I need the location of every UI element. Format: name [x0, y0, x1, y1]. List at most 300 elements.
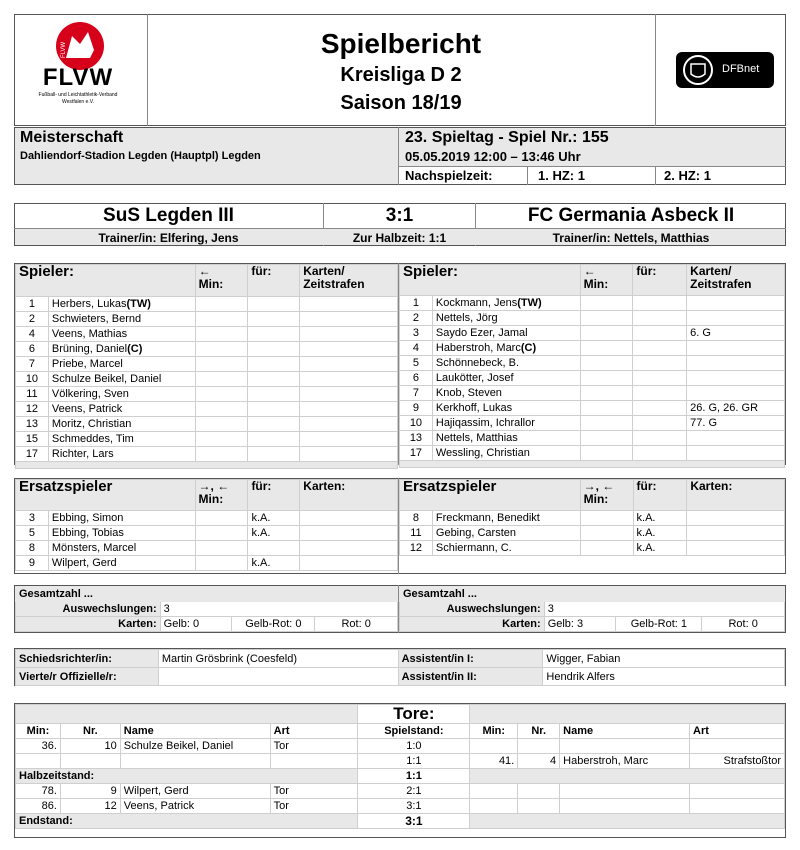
away-player-role: (C) — [520, 342, 537, 354]
away-player-cards — [687, 371, 785, 386]
away-sub-number: 12 — [400, 541, 433, 556]
home-subs-header: Ersatzspieler — [19, 479, 113, 495]
goals-final-score: 3:1 — [358, 814, 470, 829]
away-lineup-table — [399, 264, 785, 468]
goal-row — [16, 799, 785, 814]
away-player-name: Kerkhoff, Lukas — [435, 402, 513, 414]
home-player-name: Herbers, Lukas — [51, 298, 127, 310]
goals-score-header: Spielstand: — [358, 724, 470, 739]
away-yellowred-count: Gelb-Rot: 1 — [616, 617, 702, 632]
goal-running-score: 1:1 — [358, 754, 470, 769]
home-players-spacer — [16, 462, 398, 469]
home-player-sub-min — [195, 402, 248, 417]
home-goal-scorer: Veens, Patrick — [120, 799, 270, 814]
home-sub-number: 3 — [16, 511, 49, 526]
home-subs-count-label: Auswechslungen: — [16, 602, 161, 617]
away-player-cards — [687, 341, 785, 356]
home-player-sub-min — [195, 417, 248, 432]
away-subs-fuer-header: für: — [636, 479, 657, 493]
home-player-name-cell — [48, 402, 195, 417]
away-goal-minute — [470, 799, 518, 814]
goal-running-score: 3:1 — [358, 799, 470, 814]
home-sub-row — [16, 541, 398, 556]
away-player-name-cell — [432, 341, 580, 356]
home-players-header: Spieler: — [19, 264, 75, 280]
home-player-sub-for — [248, 357, 300, 372]
home-player-row — [16, 417, 398, 432]
away-subs-min-header: Min: — [583, 492, 609, 506]
home-sub-row — [16, 511, 398, 526]
away-goal-type — [690, 739, 785, 754]
away-player-number: 7 — [400, 386, 433, 401]
goal-running-score: 2:1 — [358, 784, 470, 799]
goals-home-nr-header: Nr. — [60, 724, 120, 739]
away-totals-label: Gesamtzahl ... — [400, 587, 785, 602]
away-player-name: Saydo Ezer, Jamal — [435, 327, 528, 339]
home-sub-name: Ebbing, Tobias — [48, 526, 195, 541]
away-sub-for: k.A. — [633, 541, 687, 556]
away-player-name-cell — [432, 416, 580, 431]
away-player-number: 9 — [400, 401, 433, 416]
away-sub-name: Gebing, Carsten — [432, 526, 580, 541]
home-player-number: 11 — [16, 387, 49, 402]
home-trainer: Trainer/in: Elfering, Jens — [98, 231, 239, 245]
away-player-row — [400, 326, 785, 341]
away-goal-number — [518, 739, 560, 754]
away-player-sub-min — [580, 416, 633, 431]
away-player-name-cell — [432, 386, 580, 401]
home-player-cards — [300, 402, 398, 417]
away-player-name: Wessling, Christian — [435, 447, 530, 459]
away-sub-cards — [687, 511, 785, 526]
away-player-sub-min — [580, 371, 633, 386]
dfbnet-logo — [676, 52, 774, 88]
home-arrow-header: ← — [198, 264, 211, 278]
extra-time-first-half: 1. HZ: 1 — [538, 168, 585, 183]
extra-time-second-half: 2. HZ: 1 — [664, 168, 711, 183]
home-player-cards — [300, 357, 398, 372]
away-sub-min — [580, 541, 633, 556]
goals-away-art-header: Art — [690, 724, 785, 739]
away-goal-scorer — [560, 739, 690, 754]
home-player-name-cell — [48, 357, 195, 372]
home-player-row — [16, 447, 398, 462]
home-player-row — [16, 432, 398, 447]
goals-title: Tore: — [358, 705, 470, 724]
away-goal-minute — [470, 739, 518, 754]
away-player-name-cell — [432, 311, 580, 326]
officials-table — [15, 649, 785, 686]
home-player-number: 6 — [16, 342, 49, 357]
away-players-spacer — [400, 461, 785, 468]
goals-home-name-header: Name — [120, 724, 270, 739]
away-sub-min — [580, 511, 633, 526]
away-sub-name: Schiermann, C. — [432, 541, 580, 556]
away-player-sub-for — [633, 296, 687, 311]
home-sub-row — [16, 526, 398, 541]
home-sub-row — [16, 556, 398, 571]
away-player-sub-min — [580, 341, 633, 356]
away-player-number: 5 — [400, 356, 433, 371]
away-sub-min — [580, 526, 633, 541]
away-players-header: Spieler: — [403, 264, 459, 280]
away-player-sub-min — [580, 356, 633, 371]
home-goal-minute: 86. — [16, 799, 61, 814]
away-subs-count-label: Auswechslungen: — [400, 602, 545, 617]
home-player-name: Schulze Beikel, Daniel — [51, 373, 162, 385]
home-player-cards — [300, 297, 398, 312]
assistant1-label: Assistent/in I: — [398, 650, 543, 668]
home-player-sub-for — [248, 372, 300, 387]
home-player-number: 7 — [16, 357, 49, 372]
final-score: 3:1 — [385, 205, 414, 226]
home-sub-number: 8 — [16, 541, 49, 556]
home-player-row — [16, 372, 398, 387]
home-subs-table — [15, 479, 398, 571]
home-player-number: 2 — [16, 312, 49, 327]
away-player-number: 6 — [400, 371, 433, 386]
home-player-name: Veens, Patrick — [51, 403, 123, 415]
home-subs-min-header: Min: — [198, 492, 224, 506]
away-subs-arrows-header: →, ← — [583, 479, 615, 493]
away-player-row — [400, 296, 785, 311]
away-player-cards — [687, 356, 785, 371]
away-player-cards: 6. G — [687, 326, 785, 341]
home-subs-arrows-header: →, ← — [198, 479, 230, 493]
home-player-sub-min — [195, 342, 248, 357]
goals-table — [15, 704, 785, 829]
goals-halftime-score: 1:1 — [358, 769, 470, 784]
away-player-sub-for — [633, 416, 687, 431]
away-goal-number — [518, 799, 560, 814]
home-player-number: 10 — [16, 372, 49, 387]
svg-text:FLVW: FLVW — [61, 41, 67, 58]
league-name: Kreisliga D 2 — [340, 64, 462, 86]
away-player-name: Nettels, Matthias — [435, 432, 518, 444]
away-cards-header-2: Zeitstrafen — [690, 277, 752, 291]
home-sub-name: Wilpert, Gerd — [48, 556, 195, 571]
home-player-name-cell — [48, 312, 195, 327]
away-player-cards — [687, 311, 785, 326]
flvw-subtitle-1: Fußball- und Leichtathletik-Verband — [38, 92, 118, 98]
assistant1-name: Wigger, Fabian — [543, 650, 785, 668]
home-player-sub-for — [248, 312, 300, 327]
away-player-cards — [687, 446, 785, 461]
home-yellow-count: Gelb: 0 — [160, 617, 232, 632]
away-player-number: 17 — [400, 446, 433, 461]
home-player-sub-for — [248, 402, 300, 417]
home-goal-minute: 78. — [16, 784, 61, 799]
home-sub-min — [195, 526, 248, 541]
away-player-row — [400, 431, 785, 446]
home-team-name: SuS Legden III — [103, 205, 234, 226]
away-goal-type — [690, 799, 785, 814]
home-player-sub-min — [195, 312, 248, 327]
home-player-name-cell — [48, 387, 195, 402]
fourth-official-label: Vierte/r Offizielle/r: — [16, 668, 159, 686]
home-player-name: Brüning, Daniel — [51, 343, 128, 355]
away-player-sub-for — [633, 431, 687, 446]
away-cards-header-1: Karten/ — [690, 264, 732, 278]
home-player-row — [16, 402, 398, 417]
home-fuer-header: für: — [251, 264, 272, 278]
away-player-name: Hajiqassim, Ichrallor — [435, 417, 535, 429]
referee-label: Schiedsrichter/in: — [16, 650, 159, 668]
home-goal-type — [270, 754, 358, 769]
home-player-row — [16, 342, 398, 357]
home-player-number: 12 — [16, 402, 49, 417]
away-player-cards — [687, 386, 785, 401]
home-goal-scorer: Wilpert, Gerd — [120, 784, 270, 799]
fourth-official-name — [158, 668, 398, 686]
home-player-cards — [300, 327, 398, 342]
away-subs-table — [399, 479, 785, 556]
home-player-sub-for — [248, 297, 300, 312]
home-player-sub-for — [248, 342, 300, 357]
away-fuer-header: für: — [636, 264, 657, 278]
flvw-logo-text: FLVW — [42, 64, 114, 91]
home-goal-minute: 36. — [16, 739, 61, 754]
goals-away-min-header: Min: — [470, 724, 518, 739]
away-player-number: 2 — [400, 311, 433, 326]
home-sub-name: Ebbing, Simon — [48, 511, 195, 526]
away-player-name: Haberstroh, Marc — [435, 342, 521, 354]
away-sub-name: Freckmann, Benedikt — [432, 511, 580, 526]
home-player-name-cell — [48, 342, 195, 357]
home-player-name: Richter, Lars — [51, 448, 114, 460]
page-title: Spielbericht — [320, 28, 482, 59]
home-player-sub-min — [195, 327, 248, 342]
away-subs-count: 3 — [544, 602, 784, 617]
away-goal-number: 4 — [518, 754, 560, 769]
home-lineup-table — [15, 264, 398, 469]
assistant2-label: Assistent/in II: — [398, 668, 543, 686]
halftime-label: Halbzeitstand: — [16, 769, 358, 784]
away-player-row — [400, 371, 785, 386]
away-goal-scorer: Haberstroh, Marc — [560, 754, 690, 769]
home-goal-type: Tor — [270, 799, 358, 814]
away-player-name-cell — [432, 296, 580, 311]
home-sub-for: k.A. — [248, 526, 300, 541]
away-player-sub-min — [580, 311, 633, 326]
home-sub-number: 9 — [16, 556, 49, 571]
away-player-sub-for — [633, 401, 687, 416]
away-sub-for: k.A. — [633, 511, 687, 526]
flvw-subtitle-2: Westfalen e.V. — [62, 99, 94, 105]
home-player-cards — [300, 417, 398, 432]
home-cards-header-2: Zeitstrafen — [303, 277, 365, 291]
home-player-cards — [300, 432, 398, 447]
assistant2-name: Hendrik Alfers — [543, 668, 785, 686]
away-subs-cards-header: Karten: — [690, 479, 733, 493]
goals-home-min-header: Min: — [16, 724, 61, 739]
home-player-row — [16, 327, 398, 342]
away-player-name: Knob, Steven — [435, 387, 502, 399]
home-player-role: (C) — [127, 343, 143, 355]
away-sub-row — [400, 541, 785, 556]
home-player-sub-for — [248, 417, 300, 432]
away-goal-scorer — [560, 799, 690, 814]
away-player-cards: 77. G — [687, 416, 785, 431]
away-team-name: FC Germania Asbeck II — [527, 205, 735, 226]
away-player-name-cell — [432, 446, 580, 461]
goal-row — [16, 754, 785, 769]
home-red-count: Rot: 0 — [315, 617, 398, 632]
home-yellowred-count: Gelb-Rot: 0 — [232, 617, 315, 632]
dfb-emblem-icon — [680, 52, 716, 88]
away-player-sub-for — [633, 341, 687, 356]
away-player-name: Laukötter, Josef — [435, 372, 514, 384]
away-goal-type — [690, 784, 785, 799]
goals-away-name-header: Name — [560, 724, 690, 739]
home-player-name-cell — [48, 297, 195, 312]
away-player-cards: 26. G, 26. GR — [687, 401, 785, 416]
home-subs-fuer-header: für: — [251, 479, 272, 493]
away-player-name-cell — [432, 371, 580, 386]
away-player-sub-min — [580, 446, 633, 461]
away-sub-row — [400, 526, 785, 541]
away-player-row — [400, 341, 785, 356]
away-cards-label: Karten: — [400, 617, 545, 632]
away-goal-minute: 41. — [470, 754, 518, 769]
home-sub-number: 5 — [16, 526, 49, 541]
home-player-role: (TW) — [126, 298, 151, 310]
away-sub-for: k.A. — [633, 526, 687, 541]
home-goal-type: Tor — [270, 739, 358, 754]
away-player-name: Schönnebeck, B. — [435, 357, 520, 369]
home-subs-cards-header: Karten: — [303, 479, 346, 493]
away-player-row — [400, 401, 785, 416]
home-player-name: Priebe, Marcel — [51, 358, 123, 370]
home-sub-name: Mönsters, Marcel — [48, 541, 195, 556]
away-goal-scorer — [560, 784, 690, 799]
away-goal-number — [518, 784, 560, 799]
away-player-name-cell — [432, 356, 580, 371]
home-sub-for — [248, 541, 300, 556]
home-player-sub-min — [195, 447, 248, 462]
home-player-sub-min — [195, 297, 248, 312]
home-player-cards — [300, 387, 398, 402]
away-player-row — [400, 386, 785, 401]
away-player-sub-min — [580, 296, 633, 311]
home-goal-type: Tor — [270, 784, 358, 799]
season-name: Saison 18/19 — [340, 92, 462, 114]
away-min-header: Min: — [583, 277, 609, 291]
home-sub-cards — [300, 541, 398, 556]
home-player-sub-for — [248, 327, 300, 342]
away-player-role: (TW) — [517, 297, 542, 309]
away-player-number: 4 — [400, 341, 433, 356]
home-player-sub-for — [248, 447, 300, 462]
away-player-name-cell — [432, 431, 580, 446]
home-player-name: Veens, Mathias — [51, 328, 128, 340]
home-player-row — [16, 312, 398, 327]
home-player-name-cell — [48, 372, 195, 387]
home-player-row — [16, 297, 398, 312]
matchday: 23. Spieltag - Spiel Nr.: 155 — [405, 129, 609, 146]
home-player-name-cell — [48, 447, 195, 462]
home-player-cards — [300, 312, 398, 327]
home-player-number: 1 — [16, 297, 49, 312]
home-cards-header-1: Karten/ — [303, 264, 345, 278]
home-goal-scorer — [120, 754, 270, 769]
referee-name: Martin Grösbrink (Coesfeld) — [158, 650, 398, 668]
home-player-sub-min — [195, 387, 248, 402]
away-player-sub-min — [580, 431, 633, 446]
away-trainer: Trainer/in: Nettels, Matthias — [552, 231, 710, 245]
home-sub-min — [195, 511, 248, 526]
away-player-sub-min — [580, 326, 633, 341]
away-player-row — [400, 311, 785, 326]
halftime-score: Zur Halbzeit: 1:1 — [352, 231, 447, 245]
home-goal-scorer: Schulze Beikel, Daniel — [120, 739, 270, 754]
away-player-sub-for — [633, 371, 687, 386]
home-sub-cards — [300, 526, 398, 541]
dfbnet-label: DFBnet — [722, 63, 760, 75]
home-player-row — [16, 387, 398, 402]
away-player-sub-for — [633, 311, 687, 326]
away-sub-cards — [687, 541, 785, 556]
home-goal-number: 10 — [60, 739, 120, 754]
away-player-name: Kockmann, Jens — [435, 297, 518, 309]
goal-row — [16, 784, 785, 799]
home-player-row — [16, 357, 398, 372]
extra-time-label: Nachspielzeit: — [405, 168, 493, 183]
away-player-row — [400, 446, 785, 461]
away-player-name-cell — [432, 401, 580, 416]
away-arrow-header: ← — [583, 264, 596, 278]
away-red-count: Rot: 0 — [702, 617, 785, 632]
away-player-name: Nettels, Jörg — [435, 312, 498, 324]
goal-row — [16, 739, 785, 754]
home-goal-number — [60, 754, 120, 769]
away-player-sub-for — [633, 356, 687, 371]
away-goal-type: Strafstoßtor — [690, 754, 785, 769]
home-goal-number: 12 — [60, 799, 120, 814]
home-player-number: 15 — [16, 432, 49, 447]
home-subs-count: 3 — [160, 602, 397, 617]
home-player-name-cell — [48, 432, 195, 447]
goal-running-score: 1:0 — [358, 739, 470, 754]
home-player-name-cell — [48, 417, 195, 432]
home-player-cards — [300, 372, 398, 387]
away-goal-minute — [470, 784, 518, 799]
away-sub-cards — [687, 526, 785, 541]
home-player-cards — [300, 342, 398, 357]
home-player-name: Moritz, Christian — [51, 418, 132, 430]
away-player-row — [400, 356, 785, 371]
home-player-number: 4 — [16, 327, 49, 342]
away-player-sub-for — [633, 446, 687, 461]
competition-type: Meisterschaft — [20, 129, 124, 146]
home-sub-min — [195, 556, 248, 571]
away-player-number: 1 — [400, 296, 433, 311]
away-sub-number: 8 — [400, 511, 433, 526]
home-totals-label: Gesamtzahl ... — [16, 587, 398, 602]
away-player-row — [400, 416, 785, 431]
home-min-header: Min: — [198, 277, 224, 291]
home-player-cards — [300, 447, 398, 462]
away-subs-header: Ersatzspieler — [403, 479, 497, 495]
home-player-name: Schwieters, Bernd — [51, 313, 142, 325]
away-player-cards — [687, 431, 785, 446]
home-goal-minute — [16, 754, 61, 769]
goals-away-nr-header: Nr. — [518, 724, 560, 739]
home-player-name-cell — [48, 327, 195, 342]
home-goal-number: 9 — [60, 784, 120, 799]
away-player-sub-min — [580, 401, 633, 416]
away-player-number: 10 — [400, 416, 433, 431]
